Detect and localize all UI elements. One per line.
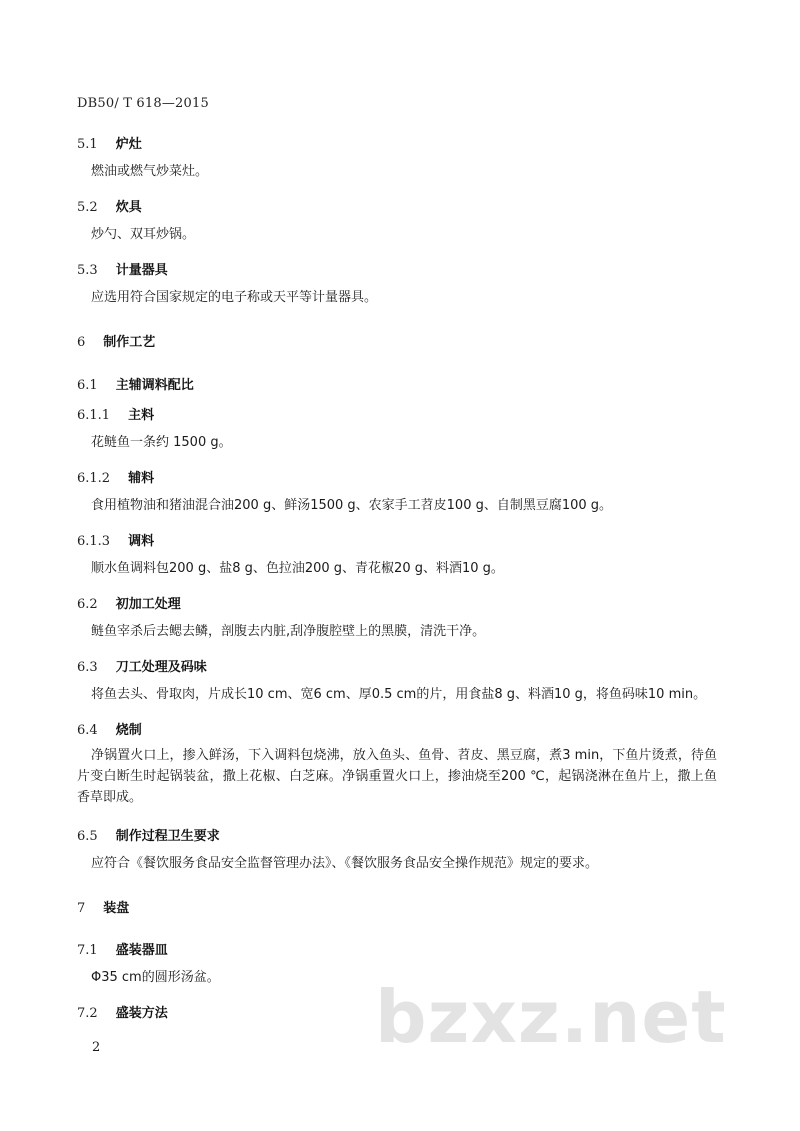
section-number: 6.3 bbox=[77, 660, 98, 675]
section-body-5-3: 应选用符合国家规定的电子称或天平等计量器具。 bbox=[91, 290, 378, 305]
section-number: 6.5 bbox=[77, 829, 98, 844]
section-number: 6.1.1 bbox=[77, 408, 111, 423]
section-title: 刀工处理及码味 bbox=[115, 660, 207, 675]
document-code-header: DB50/ T 618—2015 bbox=[77, 96, 209, 111]
section-body-6-2: 鲢鱼宰杀后去鳃去鳞，剖腹去内脏,刮净腹腔壁上的黑膜，清洗干净。 bbox=[91, 624, 486, 639]
section-title: 烧制 bbox=[115, 723, 142, 738]
chapter-heading-7 bbox=[77, 897, 129, 916]
watermark: bzxz.net bbox=[375, 975, 727, 1059]
section-number: 5.2 bbox=[77, 200, 98, 215]
section-title: 盛装器皿 bbox=[115, 943, 168, 958]
section-heading-7-2 bbox=[77, 1002, 168, 1021]
section-number: 5.3 bbox=[77, 263, 98, 278]
section-title: 制作工艺 bbox=[103, 335, 156, 350]
section-heading-5-2 bbox=[77, 196, 142, 215]
section-number: 7.1 bbox=[77, 943, 98, 958]
section-title: 炊具 bbox=[115, 200, 142, 215]
section-number: 6 bbox=[77, 335, 86, 350]
section-number: 6.1.3 bbox=[77, 534, 111, 549]
section-heading-7-1 bbox=[77, 939, 168, 958]
section-heading-6-5 bbox=[77, 825, 220, 844]
section-body-7-1: Φ35 cm的圆形汤盆。 bbox=[91, 970, 220, 985]
section-body-6-1-2: 食用植物油和猪油混合油200 g、鲜汤1500 g、农家手工苕皮100 g、自制黑豆腐100 g。 bbox=[91, 498, 613, 513]
section-number: 5.1 bbox=[77, 137, 98, 152]
section-title: 盛装方法 bbox=[115, 1006, 168, 1021]
section-body-6-1-1: 花鲢鱼一条约 1500 g。 bbox=[91, 435, 232, 450]
section-title: 主辅调料配比 bbox=[115, 378, 194, 393]
section-number: 6.1 bbox=[77, 378, 98, 393]
section-title: 主料 bbox=[128, 408, 155, 423]
section-number: 7 bbox=[77, 901, 86, 916]
section-title: 装盘 bbox=[103, 901, 130, 916]
page-number: 2 bbox=[92, 1040, 101, 1055]
section-number: 7.2 bbox=[77, 1006, 98, 1021]
section-heading-6-4 bbox=[77, 719, 142, 738]
section-body-6-3: 将鱼去头、骨取肉，片成长10 cm、宽6 cm、厚0.5 cm的片，用食盐8 g、料酒10 g，将鱼码味10 min。 bbox=[91, 687, 707, 702]
section-title: 炉灶 bbox=[115, 137, 142, 152]
section-number: 6.2 bbox=[77, 597, 98, 612]
section-body-6-1-3: 顺水鱼调料包200 g、盐8 g、色拉油200 g、青花椒20 g、料酒10 g。 bbox=[91, 561, 504, 576]
section-body-6-5: 应符合《餐饮服务食品安全监督管理办法》、《餐饮服务食品安全操作规范》规定的要求。 bbox=[91, 856, 599, 871]
section-number: 6.4 bbox=[77, 723, 98, 738]
section-heading-6-1-3 bbox=[77, 530, 154, 549]
section-heading-6-2 bbox=[77, 593, 181, 612]
chapter-heading-6 bbox=[77, 331, 155, 350]
section-heading-6-3 bbox=[77, 656, 207, 675]
section-title: 计量器具 bbox=[115, 263, 168, 278]
section-heading-6-1-2 bbox=[77, 467, 154, 486]
section-heading-5-1 bbox=[77, 133, 142, 152]
section-heading-5-3 bbox=[77, 259, 168, 278]
section-body-5-1: 燃油或燃气炒菜灶。 bbox=[91, 164, 209, 179]
section-body-6-4: 净锅置火口上，掺入鲜汤，下入调料包烧沸，放入鱼头、鱼骨、苕皮、黑豆腐，煮3 min，下鱼片烫煮，待鱼片变白断生时起锅装盆，撒上花椒、白芝麻。净锅重置火口上，掺油烧至200 ℃，起锅浇淋在鱼片上，撒上鱼香草即成。 bbox=[77, 748, 717, 805]
section-title: 调料 bbox=[128, 534, 155, 549]
section-title: 辅料 bbox=[128, 471, 155, 486]
section-number: 6.1.2 bbox=[77, 471, 111, 486]
section-body-5-2: 炒勺、双耳炒锅。 bbox=[91, 227, 196, 242]
section-title: 初加工处理 bbox=[115, 597, 181, 612]
section-heading-6-1 bbox=[77, 374, 194, 393]
section-heading-6-1-1 bbox=[77, 404, 154, 423]
section-title: 制作过程卫生要求 bbox=[115, 829, 220, 844]
